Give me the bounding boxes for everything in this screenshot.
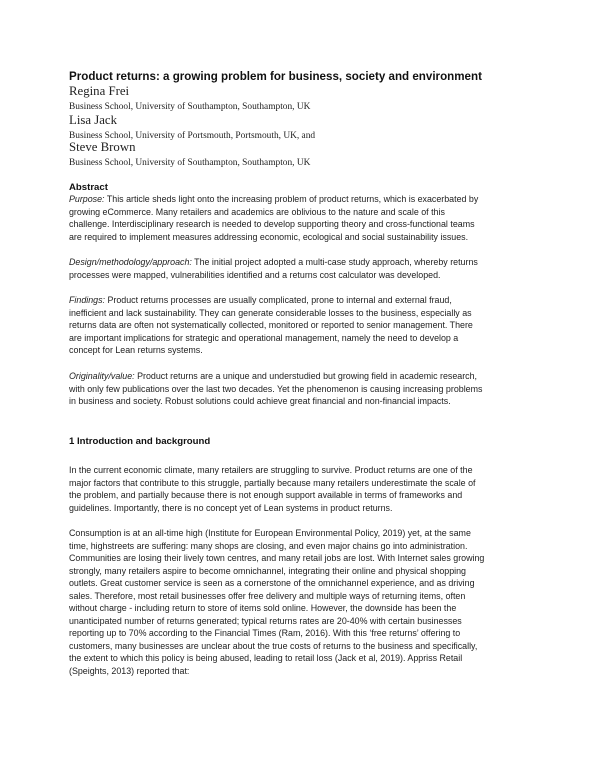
- text-line: processes were mapped, vulnerabilities identified and a returns cost calculator was developed.: [69, 269, 441, 280]
- text-line: sales. Therefore, most retail businesses offer free delivery and multiple ways of returning items, often: [69, 590, 466, 601]
- text-line: with only few publications over the last two decades. Yet the phenomenon is causing increasing problems: [69, 383, 483, 394]
- text-line: (Speights, 2013) reported that:: [69, 665, 190, 676]
- abstract-findings: [69, 294, 539, 357]
- author-affiliation: Business School, University of Southampton, Southampton, UK: [69, 102, 311, 112]
- paper-title: Product returns: a growing problem for business, society and environment: [69, 70, 482, 83]
- findings-label: Findings:: [69, 295, 106, 305]
- text-line: In the current economic climate, many retailers are struggling to survive. Product returns are one of the: [69, 465, 473, 475]
- author-affiliation: Business School, University of Southampton, Southampton, UK: [69, 158, 311, 168]
- abstract-design: [69, 256, 539, 281]
- abstract-purpose: [69, 193, 539, 243]
- design-label: Design/methodology/approach:: [69, 257, 192, 267]
- text-line: The initial project adopted a multi-case study approach, whereby returns: [191, 257, 478, 267]
- text-line: challenge. Interdisciplinary research is needed to develop supporting theory and cross-functional teams: [69, 219, 475, 229]
- purpose-label: Purpose:: [69, 194, 105, 204]
- text-line: inefficient and lack sustainability. They can generate considerable losses to the business, especially as: [69, 307, 472, 318]
- author-name: Regina Frei: [69, 84, 130, 98]
- text-line: strongly, many retailers aspire to become omnichannel, integrating their online and physical shopping: [69, 565, 466, 576]
- originality-label: Originality/value:: [69, 371, 135, 381]
- text-line: the problem, and partially because there is not enough support available in terms of frameworks and: [69, 490, 463, 500]
- text-line: Product returns are a unique and understudied but growing field in academic research,: [134, 371, 477, 381]
- text-line: reporting up to 70% according to the Financial Times (Ram, 2016). With this ‘free returns’ offering to: [69, 628, 461, 638]
- text-line: returns data are often not systematically collected, monitored or reported to senior management. There: [69, 320, 473, 330]
- abstract-heading: Abstract: [69, 182, 108, 193]
- text-line: the extent to which this policy is being abused, leading to retail loss (Jack et al, 2019). Appriss Retail: [69, 653, 463, 663]
- text-line: concept for Lean returns systems.: [69, 345, 203, 355]
- text-line: major factors that contribute to this struggle, partially because many retailers underestimate the scale of: [69, 477, 476, 488]
- text-line: are required to implement measures addressing economic, ecological and social sustainability issues.: [69, 231, 469, 242]
- text-line: without charge - including return to store of items sold online. However, the downside has been the: [69, 603, 457, 613]
- text-line: Product returns processes are usually complicated, prone to internal and external fraud,: [105, 295, 452, 305]
- text-line: This article sheds light onto the increasing problem of product returns, which is exacerbated by: [104, 194, 479, 204]
- text-line: in business and society. Robust solutions could achieve great financial and non-financial impacts.: [69, 396, 451, 406]
- text-line: Communities are losing their lively town centres, and many retail jobs are lost. With Internet sales growing: [69, 553, 485, 563]
- text-line: guidelines. Importantly, there is no concept yet of Lean systems in product returns.: [69, 502, 393, 513]
- section-heading: 1 Introduction and background: [69, 436, 211, 447]
- text-line: time, highstreets are suffering: many shops are closing, and even major chains go into administration.: [69, 540, 468, 551]
- text-line: unanticipated number of returns generated; typical returns rates are 20-40% with certain businesses: [69, 615, 462, 626]
- text-line: Consumption is at an all-time high (Institute for European Environmental Policy, 2019) yet, at the same: [69, 528, 471, 538]
- abstract-originality: [69, 370, 539, 408]
- author-name: Lisa Jack: [69, 113, 117, 127]
- author-affiliation: Business School, University of Portsmouth, Portsmouth, UK, and: [69, 131, 316, 141]
- author-name: Steve Brown: [69, 140, 136, 154]
- text-line: outlets. Great customer service is seen as a cornerstone of the omnichannel experience, and as driving: [69, 578, 475, 588]
- intro-paragraph-2: [69, 527, 539, 677]
- text-line: growing eCommerce. Many retailers and academics are oblivious to the nature and scale of this: [69, 206, 445, 217]
- text-line: are important implications for strategic and operational management, namely the need to develop a: [69, 332, 459, 343]
- intro-paragraph-1: [69, 464, 539, 514]
- text-line: customers, many businesses are unclear about the true costs of returns to the business and specifically,: [69, 640, 478, 651]
